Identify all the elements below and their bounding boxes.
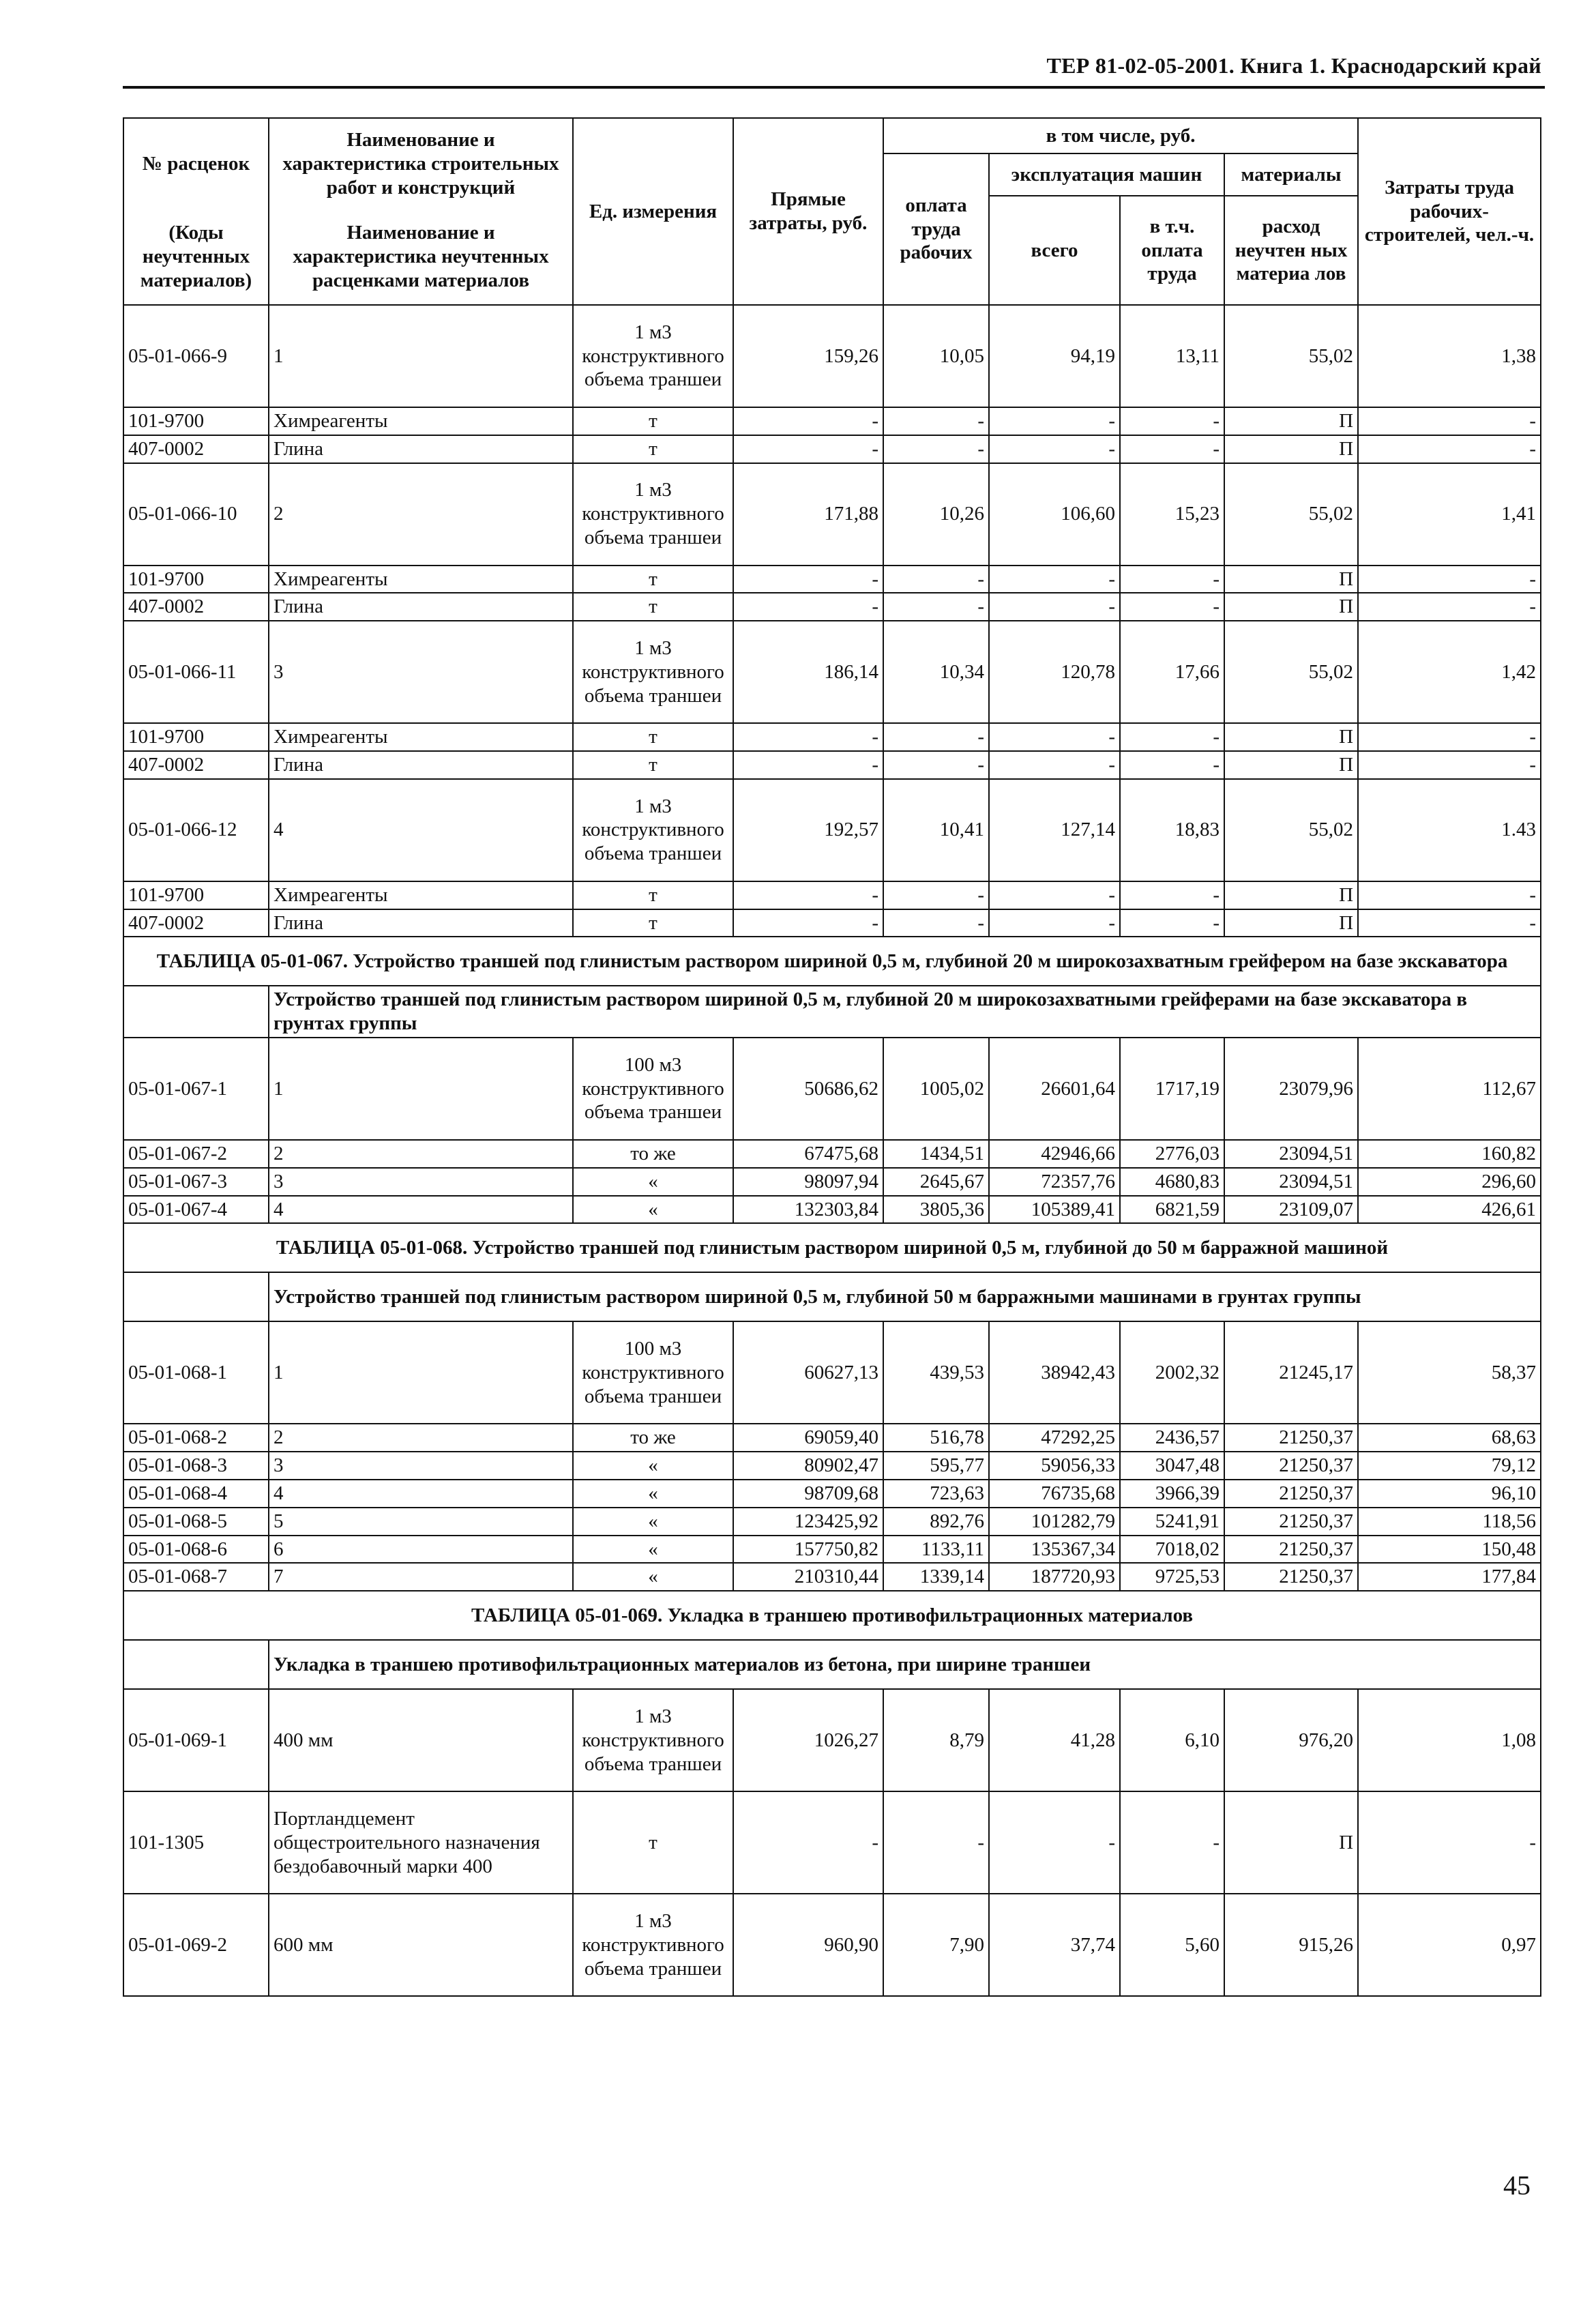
row-name: Глина	[269, 435, 573, 463]
row-name: 1	[269, 1321, 573, 1424]
row-labor-pay: 595,77	[883, 1452, 989, 1480]
row-direct-cost: 132303,84	[733, 1196, 883, 1224]
row-machines-total: -	[989, 751, 1120, 779]
row-code: 05-01-067-1	[123, 1038, 269, 1140]
row-code: 101-9700	[123, 407, 269, 435]
table-subcaption: Устройство траншей под глинистым раствором шириной 0,5 м, глубиной 20 м широкозахватными грейферами на базе экскаватора в грунтах группы	[269, 986, 1541, 1038]
row-labor-hours: 150,48	[1358, 1536, 1541, 1564]
row-code: 05-01-068-5	[123, 1508, 269, 1536]
row-unit: т	[573, 566, 733, 593]
row-name: 4	[269, 1196, 573, 1224]
row-labor-pay: -	[883, 407, 989, 435]
row-name: Химреагенты	[269, 566, 573, 593]
row-materials: 55,02	[1224, 779, 1358, 881]
col-incl-header: в том числе, руб.	[883, 118, 1358, 153]
row-machines-total: 101282,79	[989, 1508, 1120, 1536]
row-unit: 1 м3 конструктивного объема траншеи	[573, 621, 733, 723]
row-machines-total: -	[989, 566, 1120, 593]
row-machines-total: 38942,43	[989, 1321, 1120, 1424]
row-labor-hours: 96,10	[1358, 1480, 1541, 1508]
row-direct-cost: -	[733, 407, 883, 435]
row-materials: 55,02	[1224, 463, 1358, 566]
row-name: 3	[269, 1168, 573, 1196]
row-direct-cost: 50686,62	[733, 1038, 883, 1140]
row-machines-total: 106,60	[989, 463, 1120, 566]
row-labor-hours: -	[1358, 435, 1541, 463]
col-labor-header: Затраты труда рабочих-строителей, чел.-ч.	[1358, 118, 1541, 305]
row-machines-pay: -	[1120, 909, 1224, 937]
col-unit-header: Ед. измерения	[573, 118, 733, 305]
row-direct-cost: 1026,27	[733, 1689, 883, 1791]
row-labor-pay: 439,53	[883, 1321, 989, 1424]
row-labor-pay: 892,76	[883, 1508, 989, 1536]
row-unit: 100 м3 конструктивного объема траншеи	[573, 1038, 733, 1140]
row-code: 101-9700	[123, 723, 269, 751]
row-labor-pay: -	[883, 566, 989, 593]
row-unit: 1 м3 конструктивного объема траншеи	[573, 1894, 733, 1996]
row-materials: 21250,37	[1224, 1480, 1358, 1508]
table-caption-row	[123, 1223, 1541, 1272]
row-machines-total: 59056,33	[989, 1452, 1120, 1480]
row-labor-pay: 7,90	[883, 1894, 989, 1996]
row-direct-cost: 80902,47	[733, 1452, 883, 1480]
row-direct-cost: 186,14	[733, 621, 883, 723]
row-labor-pay: -	[883, 1791, 989, 1894]
row-code: 05-01-067-3	[123, 1168, 269, 1196]
row-materials: 21250,37	[1224, 1563, 1358, 1591]
row-code: 05-01-066-10	[123, 463, 269, 566]
row-unit: 100 м3 конструктивного объема траншеи	[573, 1321, 733, 1424]
table-header-row	[123, 118, 1541, 153]
row-unit: т	[573, 751, 733, 779]
row-labor-pay: 1133,11	[883, 1536, 989, 1564]
row-materials: П	[1224, 909, 1358, 937]
table-caption-row	[123, 1591, 1541, 1640]
rate-row	[123, 1536, 1541, 1564]
row-code: 101-9700	[123, 881, 269, 909]
row-labor-pay: 1339,14	[883, 1563, 989, 1591]
row-name: Глина	[269, 909, 573, 937]
row-direct-cost: -	[733, 1791, 883, 1894]
material-row	[123, 435, 1541, 463]
row-materials: 55,02	[1224, 621, 1358, 723]
row-machines-pay: -	[1120, 723, 1224, 751]
row-code: 05-01-068-7	[123, 1563, 269, 1591]
row-unit: «	[573, 1563, 733, 1591]
row-code: 05-01-069-2	[123, 1894, 269, 1996]
row-code: 05-01-066-9	[123, 305, 269, 407]
row-code: 05-01-068-6	[123, 1536, 269, 1564]
row-machines-pay: -	[1120, 881, 1224, 909]
col-materials-sub-header: расход неучтен ных материа лов	[1224, 196, 1358, 305]
row-labor-pay: 2645,67	[883, 1168, 989, 1196]
row-unit: т	[573, 1791, 733, 1894]
row-labor-hours: 1,42	[1358, 621, 1541, 723]
row-machines-total: 94,19	[989, 305, 1120, 407]
row-unit: 1 м3 конструктивного объема траншеи	[573, 463, 733, 566]
row-unit: то же	[573, 1140, 733, 1168]
row-labor-hours: 1.43	[1358, 779, 1541, 881]
col-direct-header: Прямые затраты, руб.	[733, 118, 883, 305]
row-direct-cost: 210310,44	[733, 1563, 883, 1591]
table-caption: ТАБЛИЦА 05-01-067. Устройство траншей под глинистым раствором шириной 0,5 м, глубиной 20 м широкозахватным грейфером на базе экскаватора	[123, 937, 1541, 986]
table-caption: ТАБЛИЦА 05-01-068. Устройство траншей под глинистым раствором шириной 0,5 м, глубиной до 50 м барражной машиной	[123, 1223, 1541, 1272]
row-name: 1	[269, 305, 573, 407]
subcaption-spacer	[123, 1640, 269, 1689]
row-materials: 21250,37	[1224, 1424, 1358, 1452]
row-labor-pay: -	[883, 881, 989, 909]
col-machines-header: эксплуатация машин	[989, 153, 1224, 196]
row-labor-hours: 58,37	[1358, 1321, 1541, 1424]
row-name: Химреагенты	[269, 407, 573, 435]
row-name: 3	[269, 621, 573, 723]
row-machines-pay: 17,66	[1120, 621, 1224, 723]
row-unit: т	[573, 435, 733, 463]
row-name: 1	[269, 1038, 573, 1140]
row-direct-cost: 60627,13	[733, 1321, 883, 1424]
row-machines-pay: 5,60	[1120, 1894, 1224, 1996]
row-labor-hours: 68,63	[1358, 1424, 1541, 1452]
row-unit: т	[573, 881, 733, 909]
table-subcaption-row	[123, 986, 1541, 1038]
row-name: 2	[269, 463, 573, 566]
row-code: 05-01-068-3	[123, 1452, 269, 1480]
rate-row	[123, 1508, 1541, 1536]
row-unit: 1 м3 конструктивного объема траншеи	[573, 305, 733, 407]
row-direct-cost: -	[733, 909, 883, 937]
row-labor-pay: 3805,36	[883, 1196, 989, 1224]
row-name: 2	[269, 1424, 573, 1452]
material-row	[123, 723, 1541, 751]
row-direct-cost: 67475,68	[733, 1140, 883, 1168]
row-labor-hours: 1,41	[1358, 463, 1541, 566]
row-direct-cost: 192,57	[733, 779, 883, 881]
row-labor-hours: 79,12	[1358, 1452, 1541, 1480]
row-labor-hours: -	[1358, 881, 1541, 909]
row-labor-pay: 1005,02	[883, 1038, 989, 1140]
row-labor-pay: 10,34	[883, 621, 989, 723]
row-code: 407-0002	[123, 435, 269, 463]
row-machines-pay: 2776,03	[1120, 1140, 1224, 1168]
row-code: 407-0002	[123, 909, 269, 937]
material-row	[123, 1791, 1541, 1894]
row-direct-cost: -	[733, 566, 883, 593]
row-code: 05-01-066-12	[123, 779, 269, 881]
rate-row	[123, 1480, 1541, 1508]
row-machines-pay: 2436,57	[1120, 1424, 1224, 1452]
row-materials: 55,02	[1224, 305, 1358, 407]
row-direct-cost: -	[733, 723, 883, 751]
row-materials: П	[1224, 566, 1358, 593]
row-machines-total: 105389,41	[989, 1196, 1120, 1224]
row-labor-hours: 296,60	[1358, 1168, 1541, 1196]
row-materials: 23109,07	[1224, 1196, 1358, 1224]
row-labor-pay: -	[883, 593, 989, 621]
row-name: 7	[269, 1563, 573, 1591]
row-name: 6	[269, 1536, 573, 1564]
row-machines-pay: 5241,91	[1120, 1508, 1224, 1536]
row-labor-hours: -	[1358, 593, 1541, 621]
row-unit: то же	[573, 1424, 733, 1452]
row-machines-pay: 3966,39	[1120, 1480, 1224, 1508]
row-unit: «	[573, 1452, 733, 1480]
row-code: 05-01-068-2	[123, 1424, 269, 1452]
col-code-subheader: (Коды неучтенных материалов)	[123, 209, 269, 305]
table-subcaption: Укладка в траншею противофильтрационных материалов из бетона, при ширине траншеи	[269, 1640, 1541, 1689]
row-machines-total: 187720,93	[989, 1563, 1120, 1591]
subcaption-spacer	[123, 1272, 269, 1321]
row-materials: П	[1224, 881, 1358, 909]
row-machines-pay: -	[1120, 593, 1224, 621]
row-materials: 21245,17	[1224, 1321, 1358, 1424]
row-direct-cost: 157750,82	[733, 1536, 883, 1564]
row-direct-cost: 69059,40	[733, 1424, 883, 1452]
row-labor-hours: 1,08	[1358, 1689, 1541, 1791]
row-name: 600 мм	[269, 1894, 573, 1996]
row-name: 3	[269, 1452, 573, 1480]
header-rule	[123, 86, 1545, 89]
table-subcaption: Устройство траншей под глинистым раствором шириной 0,5 м, глубиной 50 м барражными машинами в грунтах группы	[269, 1272, 1541, 1321]
row-name: Химреагенты	[269, 881, 573, 909]
row-labor-hours: -	[1358, 566, 1541, 593]
material-row	[123, 751, 1541, 779]
row-labor-hours: -	[1358, 407, 1541, 435]
row-code: 407-0002	[123, 593, 269, 621]
material-row	[123, 566, 1541, 593]
row-machines-total: -	[989, 407, 1120, 435]
row-labor-pay: 723,63	[883, 1480, 989, 1508]
row-materials: 21250,37	[1224, 1452, 1358, 1480]
row-unit: 1 м3 конструктивного объема траншеи	[573, 1689, 733, 1791]
rate-row	[123, 621, 1541, 723]
rate-row	[123, 1424, 1541, 1452]
rate-row	[123, 463, 1541, 566]
row-machines-pay: -	[1120, 751, 1224, 779]
row-direct-cost: -	[733, 593, 883, 621]
row-labor-pay: -	[883, 723, 989, 751]
col-name-header: Наименование и характеристика строительных работ и конструкций	[269, 118, 573, 209]
document-header: ТЕР 81-02-05-2001. Книга 1. Краснодарский край	[1046, 53, 1541, 78]
row-direct-cost: -	[733, 751, 883, 779]
rate-row	[123, 1196, 1541, 1224]
row-machines-total: -	[989, 1791, 1120, 1894]
row-labor-hours: 118,56	[1358, 1508, 1541, 1536]
row-unit: «	[573, 1480, 733, 1508]
material-row	[123, 909, 1541, 937]
row-machines-pay: 18,83	[1120, 779, 1224, 881]
row-name: 5	[269, 1508, 573, 1536]
col-pay-header: оплата труда рабочих	[883, 153, 989, 305]
rate-row	[123, 1689, 1541, 1791]
row-direct-cost: 171,88	[733, 463, 883, 566]
row-machines-total: 76735,68	[989, 1480, 1120, 1508]
row-name: Глина	[269, 593, 573, 621]
row-code: 05-01-066-11	[123, 621, 269, 723]
row-machines-pay: -	[1120, 435, 1224, 463]
row-materials: П	[1224, 723, 1358, 751]
row-labor-hours: 1,38	[1358, 305, 1541, 407]
row-machines-pay: 6,10	[1120, 1689, 1224, 1791]
rate-row	[123, 1452, 1541, 1480]
row-machines-pay: 9725,53	[1120, 1563, 1224, 1591]
row-labor-hours: 0,97	[1358, 1894, 1541, 1996]
row-direct-cost: 960,90	[733, 1894, 883, 1996]
row-unit: 1 м3 конструктивного объема траншеи	[573, 779, 733, 881]
row-direct-cost: 98709,68	[733, 1480, 883, 1508]
row-materials: 23094,51	[1224, 1168, 1358, 1196]
row-code: 05-01-067-2	[123, 1140, 269, 1168]
row-code: 05-01-068-4	[123, 1480, 269, 1508]
col-code-header: № расценок	[123, 118, 269, 209]
row-materials: 23079,96	[1224, 1038, 1358, 1140]
row-code: 05-01-068-1	[123, 1321, 269, 1424]
row-labor-pay: 10,41	[883, 779, 989, 881]
row-machines-pay: -	[1120, 1791, 1224, 1894]
row-labor-pay: -	[883, 751, 989, 779]
row-machines-total: 135367,34	[989, 1536, 1120, 1564]
material-row	[123, 881, 1541, 909]
col-materials-header: материалы	[1224, 153, 1358, 196]
row-unit: «	[573, 1168, 733, 1196]
row-labor-hours: 160,82	[1358, 1140, 1541, 1168]
row-name: Глина	[269, 751, 573, 779]
row-direct-cost: 98097,94	[733, 1168, 883, 1196]
price-table	[123, 117, 1541, 1997]
table-subcaption-row	[123, 1272, 1541, 1321]
row-code: 101-9700	[123, 566, 269, 593]
rate-row	[123, 1563, 1541, 1591]
row-unit: «	[573, 1196, 733, 1224]
row-machines-total: 26601,64	[989, 1038, 1120, 1140]
row-direct-cost: -	[733, 435, 883, 463]
row-name: 4	[269, 1480, 573, 1508]
row-name: 4	[269, 779, 573, 881]
row-machines-pay: 6821,59	[1120, 1196, 1224, 1224]
row-machines-total: 37,74	[989, 1894, 1120, 1996]
row-labor-hours: -	[1358, 909, 1541, 937]
row-machines-pay: -	[1120, 407, 1224, 435]
row-direct-cost: 123425,92	[733, 1508, 883, 1536]
row-materials: 976,20	[1224, 1689, 1358, 1791]
page-number: 45	[1503, 2170, 1531, 2201]
row-code: 05-01-067-4	[123, 1196, 269, 1224]
rate-row	[123, 1038, 1541, 1140]
row-unit: «	[573, 1508, 733, 1536]
row-labor-pay: -	[883, 435, 989, 463]
rate-row	[123, 1168, 1541, 1196]
subcaption-spacer	[123, 986, 269, 1038]
rate-row	[123, 1321, 1541, 1424]
row-materials: 21250,37	[1224, 1536, 1358, 1564]
row-direct-cost: -	[733, 881, 883, 909]
row-labor-pay: 8,79	[883, 1689, 989, 1791]
row-name: Портландцемент общестроительного назначения бездобавочный марки 400	[269, 1791, 573, 1894]
row-machines-total: 42946,66	[989, 1140, 1120, 1168]
rate-row	[123, 779, 1541, 881]
row-labor-pay: 1434,51	[883, 1140, 989, 1168]
row-materials: П	[1224, 435, 1358, 463]
material-row	[123, 593, 1541, 621]
row-labor-hours: 112,67	[1358, 1038, 1541, 1140]
table-caption: ТАБЛИЦА 05-01-069. Укладка в траншею противофильтрационных материалов	[123, 1591, 1541, 1640]
row-machines-pay: 4680,83	[1120, 1168, 1224, 1196]
table-caption-row	[123, 937, 1541, 986]
row-code: 101-1305	[123, 1791, 269, 1894]
rate-row	[123, 305, 1541, 407]
row-machines-pay: 7018,02	[1120, 1536, 1224, 1564]
row-labor-hours: -	[1358, 751, 1541, 779]
row-unit: т	[573, 593, 733, 621]
row-materials: П	[1224, 1791, 1358, 1894]
row-machines-pay: 15,23	[1120, 463, 1224, 566]
row-machines-total: -	[989, 435, 1120, 463]
row-labor-hours: -	[1358, 1791, 1541, 1894]
row-labor-hours: -	[1358, 723, 1541, 751]
row-machines-total: 41,28	[989, 1689, 1120, 1791]
table-subcaption-row	[123, 1640, 1541, 1689]
col-name-subheader: Наименование и характеристика неучтенных расценками материалов	[269, 209, 573, 305]
row-labor-hours: 177,84	[1358, 1563, 1541, 1591]
row-unit: т	[573, 723, 733, 751]
row-materials: П	[1224, 751, 1358, 779]
material-row	[123, 407, 1541, 435]
row-direct-cost: 159,26	[733, 305, 883, 407]
row-machines-total: 120,78	[989, 621, 1120, 723]
row-code: 05-01-069-1	[123, 1689, 269, 1791]
row-machines-total: 127,14	[989, 779, 1120, 881]
rate-row	[123, 1894, 1541, 1996]
row-machines-pay: -	[1120, 566, 1224, 593]
row-materials: 21250,37	[1224, 1508, 1358, 1536]
row-unit: т	[573, 407, 733, 435]
row-machines-total: -	[989, 593, 1120, 621]
row-name: 2	[269, 1140, 573, 1168]
row-labor-pay: 10,05	[883, 305, 989, 407]
row-name: 400 мм	[269, 1689, 573, 1791]
rate-row	[123, 1140, 1541, 1168]
row-code: 407-0002	[123, 751, 269, 779]
row-machines-pay: 3047,48	[1120, 1452, 1224, 1480]
row-machines-pay: 2002,32	[1120, 1321, 1224, 1424]
row-name: Химреагенты	[269, 723, 573, 751]
row-machines-total: -	[989, 723, 1120, 751]
row-machines-total: -	[989, 909, 1120, 937]
row-machines-total: -	[989, 881, 1120, 909]
row-machines-pay: 1717,19	[1120, 1038, 1224, 1140]
row-unit: «	[573, 1536, 733, 1564]
row-materials: П	[1224, 593, 1358, 621]
col-machines-total-header: всего	[989, 196, 1120, 305]
row-labor-pay: 516,78	[883, 1424, 989, 1452]
row-labor-pay: -	[883, 909, 989, 937]
row-unit: т	[573, 909, 733, 937]
row-machines-total: 72357,76	[989, 1168, 1120, 1196]
col-machines-pay-header: в т.ч. оплата труда	[1120, 196, 1224, 305]
row-labor-pay: 10,26	[883, 463, 989, 566]
row-machines-pay: 13,11	[1120, 305, 1224, 407]
row-materials: 23094,51	[1224, 1140, 1358, 1168]
row-labor-hours: 426,61	[1358, 1196, 1541, 1224]
row-materials: П	[1224, 407, 1358, 435]
row-materials: 915,26	[1224, 1894, 1358, 1996]
row-machines-total: 47292,25	[989, 1424, 1120, 1452]
